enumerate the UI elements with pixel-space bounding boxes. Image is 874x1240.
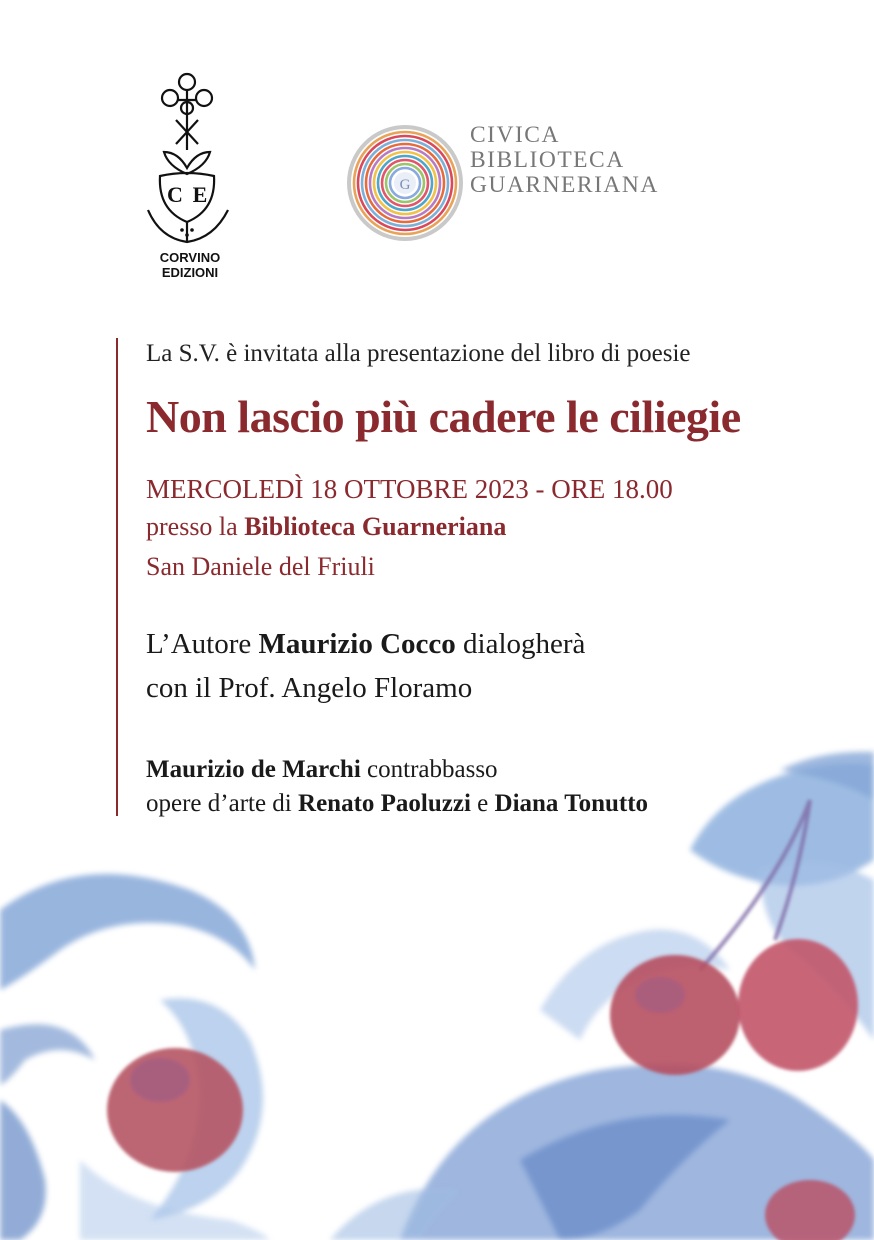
author-name: Maurizio Cocco [258,628,456,660]
anchor-cross-emblem-icon [140,70,240,250]
svg-text:E: E [192,182,208,207]
author-line [146,628,585,661]
book-title: Non lascio più cadere le ciliegie [146,391,741,442]
watercolor-cherries-artwork [0,740,874,1240]
corvino-edizioni-logo [140,70,240,285]
musician-instrument: contrabbasso [360,756,498,783]
library-concentric-rings-icon [346,124,464,242]
publisher-name-line2: EDIZIONI [161,265,219,280]
library-name-line3: GUARNERIANA [470,172,659,198]
musician-name: Maurizio de Marchi [146,756,361,783]
library-name-line1: CIVICA [470,122,560,148]
library-name-line2: BIBLIOTECA [470,147,625,173]
library-mark-letter: G [399,177,411,193]
moderator-line: con il Prof. Angelo Floramo [146,672,473,704]
artist-2: Diana Tonutto [494,790,649,817]
venue-prefix: presso la [146,512,245,541]
event-city: San Daniele del Friuli [146,552,375,581]
event-venue [146,512,506,542]
svg-text:C: C [167,182,183,207]
venue-name: Biblioteca Guarneriana [244,512,507,541]
art-prefix: opere d’arte di [146,790,299,817]
artist-joiner: e [470,790,495,817]
artist-1: Renato Paoluzzi [298,790,471,817]
library-name [470,123,659,198]
invite-intro: La S.V. è invitata alla presentazione del libro di poesie [146,340,691,367]
publisher-name-line1: CORVINO [159,250,221,265]
author-prefix: L’Autore [146,628,259,660]
event-date: MERCOLEDÌ 18 OTTOBRE 2023 - ORE 18.00 [146,474,673,504]
author-suffix: dialogherà [455,628,586,660]
